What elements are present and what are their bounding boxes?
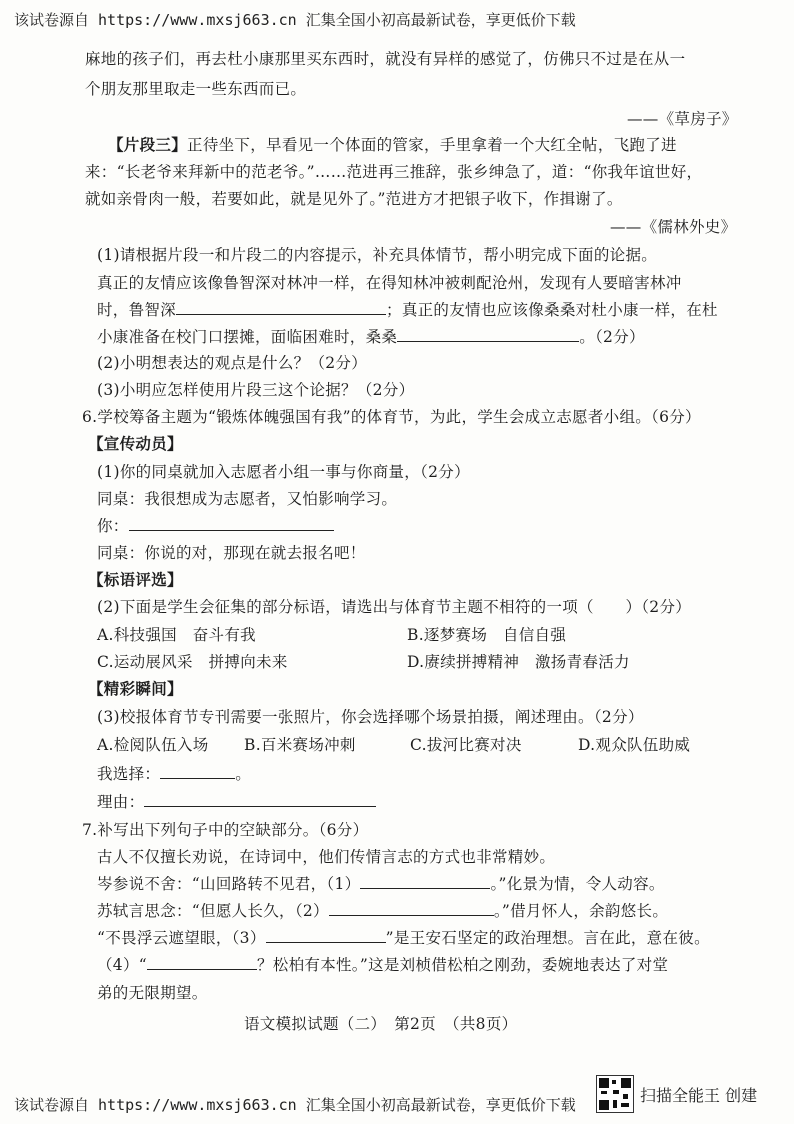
text: 我选择： — [97, 765, 161, 783]
text: 。”借月怀人，余韵悠长。 — [493, 902, 669, 920]
text: 小康准备在校门口摆摊，面临困难时，桑桑 — [97, 328, 398, 346]
reason-line — [97, 790, 376, 812]
choice-a: A.检阅队伍入场 — [97, 736, 209, 754]
passage-line: 个朋友那里取走一些东西而已。 — [85, 80, 307, 98]
q5-sub2: (2)小明想表达的观点是什么？（2分） — [97, 354, 368, 372]
option-d: D.赓续拼搏精神 激扬青春活力 — [407, 653, 630, 671]
q6-sub3: (3)校报体育节专刊需要一张照片，你会选择哪个场景拍摄，阐述理由。（2分） — [97, 708, 644, 726]
text: （4）“ — [97, 956, 147, 974]
answer-blank[interactable] — [397, 340, 579, 342]
answer-blank[interactable] — [160, 777, 235, 779]
dialogue-line: 同桌：你说的对，那现在就去报名吧！ — [97, 544, 366, 562]
answer-blank[interactable] — [144, 805, 376, 807]
dialogue-line: 同桌：我很想成为志愿者，又怕影响学习。 — [97, 490, 398, 508]
scanner-credit: 扫描全能王 创建 — [640, 1086, 758, 1105]
answer-blank[interactable] — [129, 529, 334, 531]
q5-sub1-line — [97, 325, 645, 347]
text: 岑参说不舍：“山回路转不见君，（1） — [97, 875, 361, 893]
text: ”是王安石坚定的政治理想。言在此，意在彼。 — [385, 929, 710, 947]
answer-blank[interactable] — [266, 941, 386, 943]
q7-line: 古人不仅擅长劝说，在诗词中，他们传情言志的方式也非常精妙。 — [97, 848, 556, 866]
source-footer: 该试卷源自 https://www.mxsj663.cn 汇集全国小初高最新试卷，享更低价下载 — [14, 1096, 576, 1114]
text: 苏轼言思念：“但愿人长久，（2） — [97, 902, 329, 920]
qr-code-icon — [596, 1075, 634, 1113]
dialogue-line — [97, 514, 334, 536]
option-b: B.逐梦赛场 自信自强 — [407, 626, 567, 644]
answer-blank[interactable] — [329, 914, 494, 916]
text: ？松柏有本性。”这是刘桢借松柏之刚劲，委婉地表达了对堂 — [257, 956, 669, 974]
segment-label: 【片段三】 — [108, 135, 188, 154]
q7-line — [97, 899, 668, 921]
text: 。”化景为情，令人动容。 — [490, 875, 665, 893]
answer-blank[interactable] — [176, 313, 386, 315]
passage-segment-3 — [108, 133, 677, 155]
option-c: C.运动展风采 拼搏向未来 — [97, 653, 288, 671]
q6-title: 6.学校筹备主题为“锻炼体魄强国有我”的体育节，为此，学生会成立志愿者小组。（6分） — [82, 408, 701, 426]
text: 时，鲁智深 — [97, 301, 177, 319]
source-header: 该试卷源自 https://www.mxsj663.cn 汇集全国小初高最新试卷，享更低价下载 — [14, 11, 576, 29]
passage-line: 麻地的孩子们，再去杜小康那里买东西时，就没有异样的感觉了，仿佛只不过是在从一 — [85, 50, 686, 68]
choose-line — [97, 762, 251, 784]
passage-source: ——《儒林外史》 — [610, 218, 737, 236]
page-number: 语文模拟试题（二） 第2页 （共8页） — [244, 1015, 518, 1033]
q7-line — [97, 872, 665, 894]
text: 你： — [97, 517, 129, 535]
q7-line — [97, 926, 710, 948]
text: 。 — [235, 765, 252, 783]
q5-sub1-line — [97, 298, 718, 320]
q5-sub1-line: 真正的友情应该像鲁智深对林冲一样，在得知林冲被刺配沧州，发现有人要暗害林冲 — [97, 274, 682, 292]
choice-d: D.观众队伍助威 — [578, 736, 691, 754]
passage-source: ——《草房子》 — [627, 110, 738, 128]
q5-sub1: (1)请根据片段一和片段二的内容提示，补充具体情节，帮小明完成下面的论据。 — [97, 246, 658, 264]
q7-line — [97, 953, 668, 975]
q6-sub2: (2)下面是学生会征集的部分标语，请选出与体育节主题不相符的一项（ ）（2分） — [97, 598, 692, 616]
section-heading: 【宣传动员】 — [88, 434, 183, 453]
segment-text: 正待坐下，早看见一个体面的管家，手里拿着一个大红全帖，飞跑了进 — [187, 136, 677, 154]
choice-c: C.拔河比赛对决 — [410, 736, 522, 754]
answer-blank[interactable] — [360, 887, 490, 889]
choice-b: B.百米赛场冲刺 — [244, 736, 356, 754]
text: 理由： — [97, 793, 145, 811]
passage-line: 就如亲骨肉一般，若要如此，就是见外了。”范进方才把银子收下，作揖谢了。 — [85, 190, 623, 208]
section-heading: 【精彩瞬间】 — [88, 679, 183, 698]
q7-title: 7.补写出下列句子中的空缺部分。（6分） — [82, 821, 369, 839]
section-heading: 【标语评选】 — [88, 570, 183, 589]
text: 。（2分） — [579, 328, 645, 346]
q6-sub1: (1)你的同桌就加入志愿者小组一事与你商量，（2分） — [97, 463, 470, 481]
q5-sub3: (3)小明应怎样使用片段三这个论据？（2分） — [97, 381, 415, 399]
answer-blank[interactable] — [147, 968, 257, 970]
option-a: A.科技强国 奋斗有我 — [97, 626, 256, 644]
text: ；真正的友情也应该像桑桑对杜小康一样，在杜 — [386, 301, 718, 319]
q7-line: 弟的无限期望。 — [97, 984, 208, 1002]
passage-line: 来：“长老爷来拜新中的范老爷。”……范进再三推辞，张乡绅急了，道：“你我年谊世好， — [85, 163, 703, 181]
text: “不畏浮云遮望眼，（3） — [97, 929, 266, 947]
